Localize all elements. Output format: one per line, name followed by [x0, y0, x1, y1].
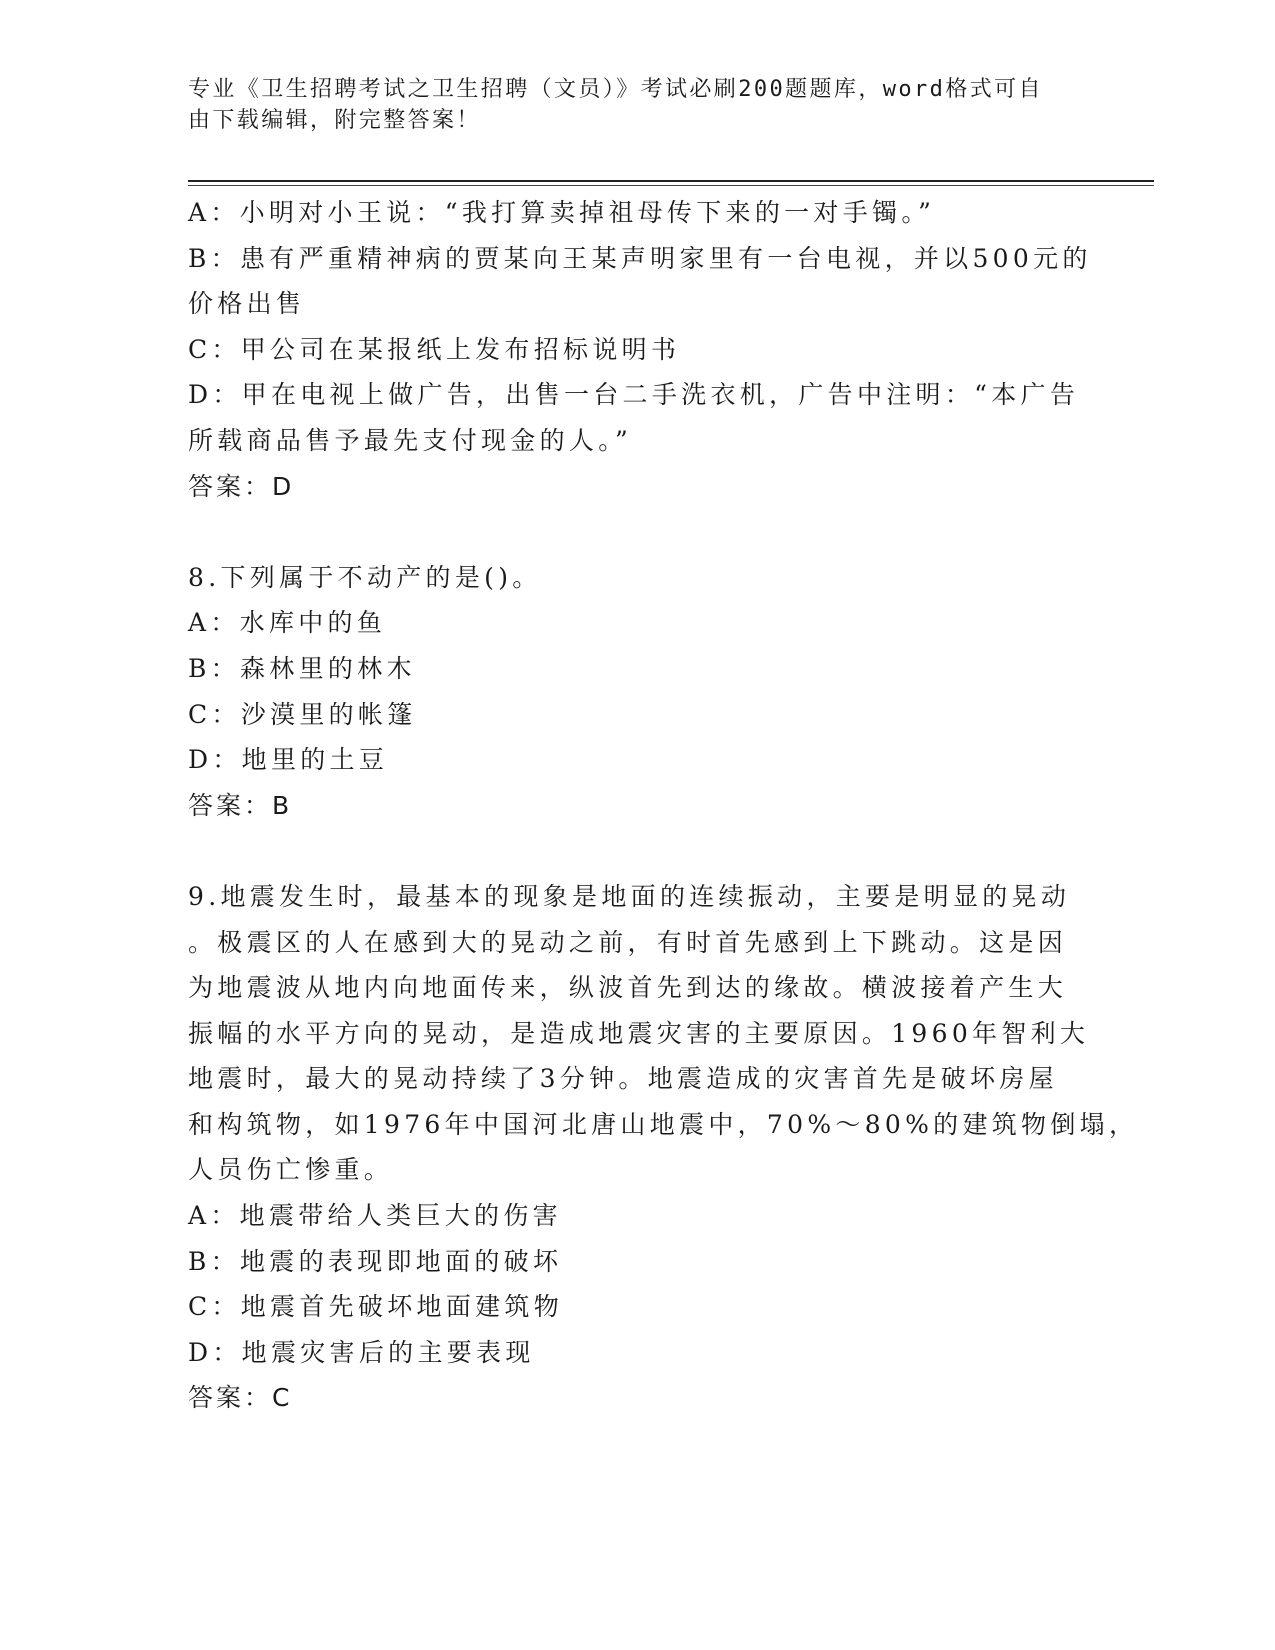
q8-option-d: D：地里的土豆 — [188, 745, 389, 775]
q9-option-a: A：地震带给人类巨大的伤害 — [188, 1201, 562, 1231]
q9-question-line: 人员伤亡惨重。 — [188, 1155, 394, 1185]
q8-option-c: C：沙漠里的帐篷 — [188, 699, 417, 729]
q7-answer: 答案：D — [188, 471, 295, 501]
q7-option-b-line-2: 价格出售 — [188, 289, 306, 319]
q7-option-b-line-1: B：患有严重精神病的贾某向王某声明家里有一台电视，并以500元的 — [188, 243, 1092, 273]
q8-question: 8.下列属于不动产的是()。 — [188, 562, 542, 592]
spacer — [188, 509, 1088, 555]
document-header — [188, 74, 1088, 136]
q7-option-d-line-2: 所载商品售予最先支付现金的人。” — [188, 425, 633, 455]
header-line-1: 专业《卫生招聘考试之卫生招聘（文员）》考试必刷200题题库，word格式可自 — [188, 77, 1043, 102]
q7-option-a: A：小明对小王说：“我打算卖掉祖母传下来的一对手镯。” — [188, 198, 936, 227]
q9-question-line: 。极震区的人在感到大的晃动之前，有时首先感到上下跳动。这是因 — [188, 927, 1068, 957]
q9-question-line: 和构筑物，如1976年中国河北唐山地震中，70%～80%的建筑物倒塌， — [188, 1109, 1139, 1139]
q9-question-line: 振幅的水平方向的晃动，是造成地震灾害的主要原因。1960年智利大 — [188, 1018, 1090, 1048]
spacer — [188, 828, 1088, 874]
header-divider-thick — [188, 180, 1154, 182]
q8-answer: 答案：B — [188, 790, 293, 820]
q9-option-b: B：地震的表现即地面的破坏 — [188, 1246, 563, 1276]
q8-option-b: B：森林里的林木 — [188, 653, 416, 683]
q8-option-a: A：水库中的鱼 — [188, 608, 387, 638]
q9-option-d: D：地震灾害后的主要表现 — [188, 1337, 535, 1367]
q9-option-c: C：地震首先破坏地面建筑物 — [188, 1292, 564, 1322]
q7-option-c: C：甲公司在某报纸上发布招标说明书 — [188, 334, 681, 364]
q7-option-d-line-1: D：甲在电视上做广告，出售一台二手洗衣机，广告中注明：“本广告 — [188, 380, 1080, 410]
header-line-2: 由下载编辑，附完整答案！ — [188, 108, 481, 133]
header-divider-thin — [188, 185, 1154, 186]
document-body — [188, 190, 1139, 1421]
q9-answer: 答案：C — [188, 1383, 293, 1413]
q9-question-line: 9.地震发生时，最基本的现象是地面的连续振动，主要是明显的晃动 — [188, 881, 1071, 911]
q9-question-line: 为地震波从地内向地面传来，纵波首先到达的缘故。横波接着产生大 — [188, 973, 1068, 1003]
q9-question-line: 地震时，最大的晃动持续了3分钟。地震造成的灾害首先是破坏房屋 — [188, 1064, 1058, 1094]
